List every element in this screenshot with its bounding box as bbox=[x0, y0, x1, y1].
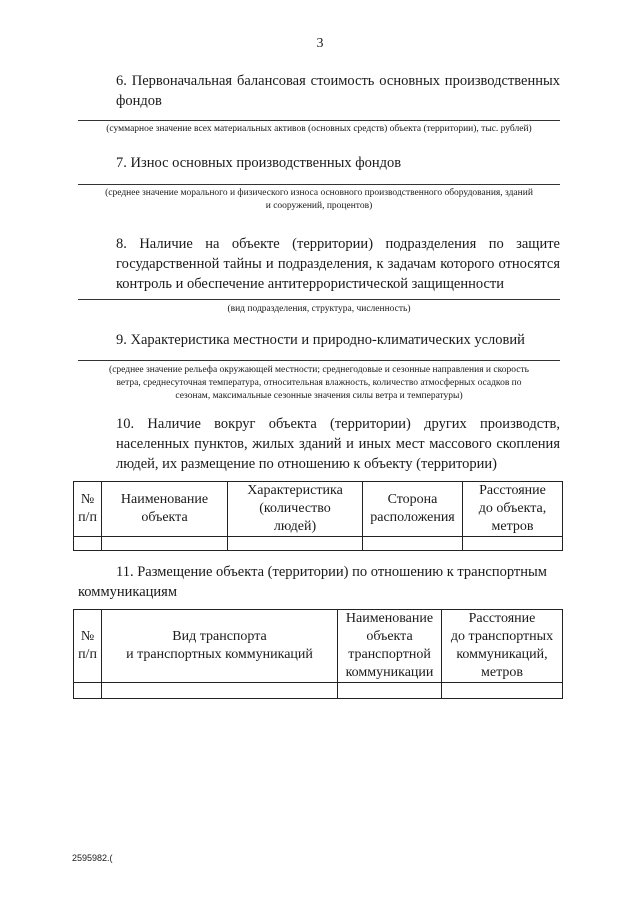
col-header-number: № п/п bbox=[74, 482, 102, 537]
table-cell[interactable] bbox=[74, 537, 102, 551]
col-header-transport-distance: Расстояние до транспортных коммуникаций, метров bbox=[442, 610, 563, 683]
table-cell[interactable] bbox=[74, 683, 102, 699]
col-header-distance: Расстояние до объекта, метров bbox=[463, 482, 563, 537]
table-row bbox=[74, 683, 563, 699]
col-header-number: № п/п bbox=[74, 610, 102, 683]
section-9-caption bbox=[78, 364, 560, 403]
section-8-text: 8. Наличие на объекте (территории) подразделения по защите государственной тайны и подразделения, к задачам которого относятся контроль и обеспечение антитеррористической защищенности bbox=[116, 236, 560, 292]
section-9-caption-line-2: ветра, среднесуточная температура, относительная влажность, количество атмосферных осадков по bbox=[116, 378, 522, 388]
col-header-object-name: Наименование объекта bbox=[102, 482, 228, 537]
surroundings-table-header bbox=[74, 482, 563, 537]
section-7-fill-line bbox=[78, 184, 560, 185]
table-cell[interactable] bbox=[102, 537, 228, 551]
section-7-caption-line-2: и сооружений, процентов) bbox=[265, 201, 373, 211]
section-7-caption bbox=[78, 187, 560, 213]
col-header-characteristic: Характеристика (количество людей) bbox=[228, 482, 363, 537]
col-header-transport-object: Наименование объекта транспортной коммуникации bbox=[338, 610, 442, 683]
section-10-text: 10. Наличие вокруг объекта (территории) других производств, населенных пунктов, жилых зданий и иных мест массового скопления людей, их размещение по отношению к объекту (территории) bbox=[116, 416, 560, 472]
transport-table bbox=[73, 609, 563, 699]
section-7-text: 7. Износ основных производственных фондов bbox=[116, 155, 402, 171]
table-row bbox=[74, 537, 563, 551]
section-6-text: 6. Первоначальная балансовая стоимость основных производственных фондов bbox=[116, 73, 560, 109]
document-number: 2595982.( bbox=[72, 853, 113, 863]
page-number: 3 bbox=[316, 36, 324, 51]
transport-table-header bbox=[74, 610, 563, 683]
section-9-text: 9. Характеристика местности и природно-климатических условий bbox=[116, 332, 525, 348]
col-header-side: Сторона расположения bbox=[363, 482, 463, 537]
section-7-caption-line-1: (среднее значение морального и физического износа основного производственного оборудования, зданий bbox=[105, 188, 533, 198]
table-cell[interactable] bbox=[338, 683, 442, 699]
table-cell[interactable] bbox=[463, 537, 563, 551]
section-11-text-line-1: 11. Размещение объекта (территории) по отношению к транспортным bbox=[116, 564, 547, 580]
section-9-caption-line-3: сезонам, максимальные сезонные значения силы ветра и температуры) bbox=[175, 391, 463, 401]
section-9-caption-line-1: (среднее значение рельефа окружающей местности; среднегодовые и сезонные направления и скорость bbox=[109, 365, 529, 375]
section-9-fill-line bbox=[78, 360, 560, 361]
table-cell[interactable] bbox=[363, 537, 463, 551]
section-11-text-line-2: коммуникациям bbox=[78, 584, 178, 600]
table-cell[interactable] bbox=[442, 683, 563, 699]
table-cell[interactable] bbox=[102, 683, 338, 699]
section-6-fill-line bbox=[78, 120, 560, 121]
table-cell[interactable] bbox=[228, 537, 363, 551]
col-header-transport-type: Вид транспорта и транспортных коммуникаций bbox=[102, 610, 338, 683]
surroundings-table bbox=[73, 481, 563, 551]
section-6-caption: (суммарное значение всех материальных активов (основных средств) объекта (территории), тыс. рублей) bbox=[106, 124, 532, 134]
section-8-fill-line bbox=[78, 299, 560, 300]
section-8-caption: (вид подразделения, структура, численность) bbox=[227, 304, 411, 314]
section-11-text bbox=[78, 562, 560, 602]
